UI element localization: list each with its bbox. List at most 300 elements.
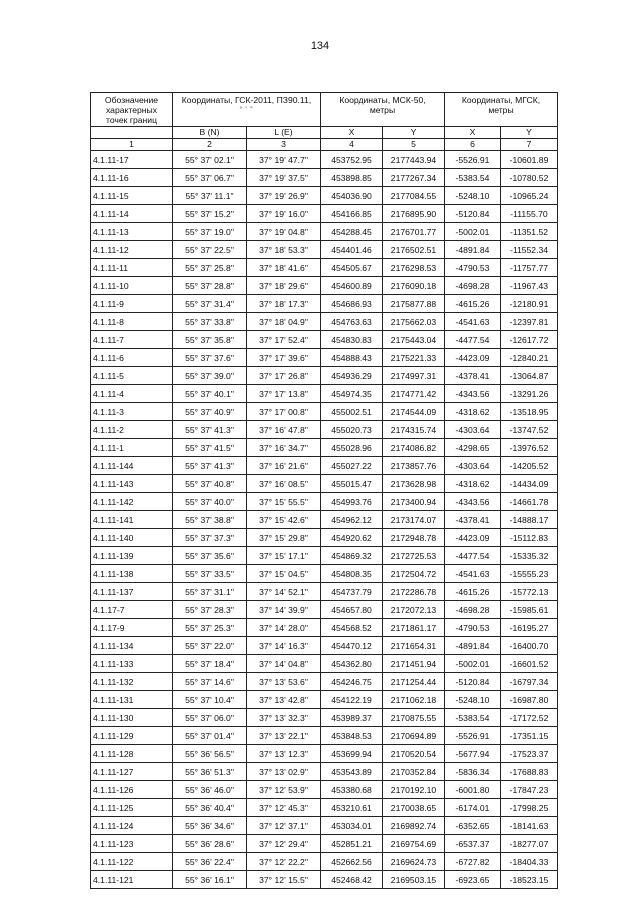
table-row	[91, 871, 558, 889]
table-row	[91, 619, 558, 637]
mgsk-y-cell: -10780.52	[501, 169, 558, 187]
msk-y-cell: 2173174.07	[383, 511, 445, 529]
point-id: 4.1.11-124	[91, 817, 173, 835]
longitude-cell: 37° 12' 15.5"	[247, 871, 321, 889]
latitude-cell: 55° 37' 40.8"	[173, 475, 247, 493]
msk-y-cell: 2174544.09	[383, 403, 445, 421]
mgsk-x-cell: -6001.80	[445, 781, 501, 799]
mgsk-y-cell: -18277.07	[501, 835, 558, 853]
header-msk-title: Координаты, МСК-50,	[339, 95, 426, 105]
point-id: 4.1.11-144	[91, 457, 173, 475]
longitude-cell: 37° 12' 22.2"	[247, 853, 321, 871]
longitude-cell: 37° 18' 17.3"	[247, 295, 321, 313]
longitude-cell: 37° 14' 04.8"	[247, 655, 321, 673]
mgsk-x-cell: -4615.26	[445, 295, 501, 313]
mgsk-y-cell: -18141.63	[501, 817, 558, 835]
column-number: 5	[383, 139, 445, 151]
mgsk-x-cell: -5248.10	[445, 187, 501, 205]
mgsk-y-cell: -16987.80	[501, 691, 558, 709]
longitude-cell: 37° 15' 29.8"	[247, 529, 321, 547]
mgsk-y-cell: -16400.70	[501, 637, 558, 655]
header-point-line-3: точек границ	[106, 115, 157, 125]
latitude-cell: 55° 37' 39.0"	[173, 367, 247, 385]
mgsk-x-cell: -5248.10	[445, 691, 501, 709]
mgsk-x-cell: -4541.63	[445, 313, 501, 331]
table-row	[91, 799, 558, 817]
longitude-cell: 37° 12' 53.9"	[247, 781, 321, 799]
table-row	[91, 763, 558, 781]
latitude-cell: 55° 37' 38.8"	[173, 511, 247, 529]
longitude-cell: 37° 19' 37.5"	[247, 169, 321, 187]
mgsk-x-cell: -4318.62	[445, 403, 501, 421]
point-id: 4.1.11-3	[91, 403, 173, 421]
msk-y-cell: 2176502.51	[383, 241, 445, 259]
mgsk-x-cell: -4698.28	[445, 601, 501, 619]
table-row	[91, 583, 558, 601]
msk-x-cell: 454657.80	[321, 601, 383, 619]
mgsk-y-cell: -16195.27	[501, 619, 558, 637]
point-id: 4.1.11-141	[91, 511, 173, 529]
mgsk-x-cell: -4891.84	[445, 637, 501, 655]
mgsk-y-cell: -15985.61	[501, 601, 558, 619]
mgsk-x-cell: -4698.28	[445, 277, 501, 295]
latitude-cell: 55° 37' 41.5"	[173, 439, 247, 457]
msk-x-cell: 452851.21	[321, 835, 383, 853]
msk-y-cell: 2174771.42	[383, 385, 445, 403]
header-point-designation	[91, 93, 173, 127]
table-row	[91, 835, 558, 853]
latitude-cell: 55° 37' 37.6"	[173, 349, 247, 367]
mgsk-x-cell: -4378.41	[445, 367, 501, 385]
table-row	[91, 475, 558, 493]
longitude-cell: 37° 16' 47.8"	[247, 421, 321, 439]
mgsk-x-cell: -6727.82	[445, 853, 501, 871]
point-id: 4.1.11-128	[91, 745, 173, 763]
mgsk-y-cell: -11155.70	[501, 205, 558, 223]
mgsk-x-cell: -4790.53	[445, 259, 501, 277]
msk-y-cell: 2172504.72	[383, 565, 445, 583]
point-id: 4.1.11-2	[91, 421, 173, 439]
mgsk-x-cell: -4891.84	[445, 241, 501, 259]
msk-y-cell: 2169892.74	[383, 817, 445, 835]
latitude-cell: 55° 37' 31.1"	[173, 583, 247, 601]
table-row	[91, 493, 558, 511]
mgsk-x-cell: -6352.65	[445, 817, 501, 835]
latitude-cell: 55° 36' 22.4"	[173, 853, 247, 871]
header-msk-coordinates	[321, 93, 445, 127]
table-row	[91, 817, 558, 835]
column-number: 6	[445, 139, 501, 151]
mgsk-x-cell: -5120.84	[445, 673, 501, 691]
mgsk-x-cell: -5383.54	[445, 709, 501, 727]
longitude-cell: 37° 14' 28.0"	[247, 619, 321, 637]
msk-x-cell: 454993.76	[321, 493, 383, 511]
header-latitude: B (N)	[173, 127, 247, 139]
point-id: 4.1.11-126	[91, 781, 173, 799]
msk-y-cell: 2171861.17	[383, 619, 445, 637]
point-id: 4.1.11-125	[91, 799, 173, 817]
mgsk-x-cell: -5677.94	[445, 745, 501, 763]
msk-x-cell: 454600.89	[321, 277, 383, 295]
mgsk-y-cell: -17688.83	[501, 763, 558, 781]
msk-x-cell: 454974.35	[321, 385, 383, 403]
mgsk-y-cell: -11757.77	[501, 259, 558, 277]
point-id: 4.1.11-123	[91, 835, 173, 853]
latitude-cell: 55° 37' 28.8"	[173, 277, 247, 295]
mgsk-y-cell: -15555.23	[501, 565, 558, 583]
latitude-cell: 55° 37' 41.3"	[173, 457, 247, 475]
latitude-cell: 55° 37' 35.8"	[173, 331, 247, 349]
mgsk-x-cell: -4378.41	[445, 511, 501, 529]
longitude-cell: 37° 15' 04.5"	[247, 565, 321, 583]
latitude-cell: 55° 37' 06.0"	[173, 709, 247, 727]
msk-x-cell: 454505.67	[321, 259, 383, 277]
msk-x-cell: 455028.96	[321, 439, 383, 457]
msk-y-cell: 2172286.78	[383, 583, 445, 601]
mgsk-y-cell: -17847.23	[501, 781, 558, 799]
longitude-cell: 37° 19' 16.0"	[247, 205, 321, 223]
header-msk-x: X	[321, 127, 383, 139]
longitude-cell: 37° 13' 42.8"	[247, 691, 321, 709]
point-id: 4.1.11-17	[91, 151, 173, 169]
latitude-cell: 55° 37' 25.8"	[173, 259, 247, 277]
msk-y-cell: 2175221.33	[383, 349, 445, 367]
latitude-cell: 55° 37' 19.0"	[173, 223, 247, 241]
msk-x-cell: 453034.01	[321, 817, 383, 835]
msk-x-cell: 455027.22	[321, 457, 383, 475]
msk-x-cell: 453699.94	[321, 745, 383, 763]
msk-x-cell: 454246.75	[321, 673, 383, 691]
mgsk-y-cell: -14888.17	[501, 511, 558, 529]
latitude-cell: 55° 37' 02.1"	[173, 151, 247, 169]
mgsk-y-cell: -17172.52	[501, 709, 558, 727]
table-row	[91, 745, 558, 763]
mgsk-x-cell: -4615.26	[445, 583, 501, 601]
msk-x-cell: 452662.56	[321, 853, 383, 871]
table-row	[91, 781, 558, 799]
mgsk-x-cell: -6923.65	[445, 871, 501, 889]
mgsk-y-cell: -18523.15	[501, 871, 558, 889]
msk-y-cell: 2174997.31	[383, 367, 445, 385]
point-id: 4.1.11-137	[91, 583, 173, 601]
mgsk-x-cell: -6537.37	[445, 835, 501, 853]
column-number: 3	[247, 139, 321, 151]
latitude-cell: 55° 37' 28.3"	[173, 601, 247, 619]
mgsk-y-cell: -11351.52	[501, 223, 558, 241]
page-number: 134	[310, 40, 330, 52]
point-id: 4.1.11-13	[91, 223, 173, 241]
header-gsk-title: Координаты, ГСК-2011, ПЗ90.11,	[181, 95, 312, 105]
longitude-cell: 37° 12' 37.1"	[247, 817, 321, 835]
mgsk-x-cell: -4477.54	[445, 331, 501, 349]
mgsk-y-cell: -12617.72	[501, 331, 558, 349]
longitude-cell: 37° 17' 52.4"	[247, 331, 321, 349]
point-id: 4.1.11-6	[91, 349, 173, 367]
msk-x-cell: 454888.43	[321, 349, 383, 367]
table-row	[91, 223, 558, 241]
msk-x-cell: 453210.61	[321, 799, 383, 817]
msk-x-cell: 454122.19	[321, 691, 383, 709]
longitude-cell: 37° 15' 17.1"	[247, 547, 321, 565]
point-id: 4.1.11-14	[91, 205, 173, 223]
table-row	[91, 403, 558, 421]
longitude-cell: 37° 18' 41.6"	[247, 259, 321, 277]
point-id: 4.1.11-133	[91, 655, 173, 673]
longitude-cell: 37° 17' 00.8"	[247, 403, 321, 421]
longitude-cell: 37° 16' 21.6"	[247, 457, 321, 475]
table-row	[91, 457, 558, 475]
longitude-cell: 37° 12' 29.4"	[247, 835, 321, 853]
point-id: 4.1.11-121	[91, 871, 173, 889]
header-mgsk-title: Координаты, МГСК,	[461, 95, 541, 105]
mgsk-x-cell: -5120.84	[445, 205, 501, 223]
point-id: 4.1.11-134	[91, 637, 173, 655]
msk-x-cell: 455020.73	[321, 421, 383, 439]
msk-y-cell: 2170192.10	[383, 781, 445, 799]
point-id: 4.1.11-8	[91, 313, 173, 331]
longitude-cell: 37° 17' 13.8"	[247, 385, 321, 403]
table-body	[91, 151, 558, 889]
point-id: 4.1.11-122	[91, 853, 173, 871]
mgsk-x-cell: -4541.63	[445, 565, 501, 583]
msk-x-cell: 454288.45	[321, 223, 383, 241]
latitude-cell: 55° 36' 34.6"	[173, 817, 247, 835]
msk-y-cell: 2176895.90	[383, 205, 445, 223]
latitude-cell: 55° 36' 51.3"	[173, 763, 247, 781]
msk-x-cell: 454962.12	[321, 511, 383, 529]
longitude-cell: 37° 19' 26.9"	[247, 187, 321, 205]
msk-x-cell: 454166.85	[321, 205, 383, 223]
header-msk-y: Y	[383, 127, 445, 139]
header-gsk-units: ° ' "	[239, 107, 254, 113]
point-id: 4.1.17-9	[91, 619, 173, 637]
longitude-cell: 37° 13' 53.6"	[247, 673, 321, 691]
table-row	[91, 313, 558, 331]
mgsk-x-cell: -4303.64	[445, 421, 501, 439]
msk-x-cell: 454362.80	[321, 655, 383, 673]
mgsk-y-cell: -12397.81	[501, 313, 558, 331]
mgsk-x-cell: -5002.01	[445, 655, 501, 673]
table-row	[91, 295, 558, 313]
msk-x-cell: 453380.68	[321, 781, 383, 799]
mgsk-x-cell: -4477.54	[445, 547, 501, 565]
mgsk-y-cell: -13064.87	[501, 367, 558, 385]
longitude-cell: 37° 13' 12.3"	[247, 745, 321, 763]
latitude-cell: 55° 37' 18.4"	[173, 655, 247, 673]
mgsk-y-cell: -17523.37	[501, 745, 558, 763]
header-point-line-1: Обозначение	[104, 95, 159, 105]
latitude-cell: 55° 37' 06.7"	[173, 169, 247, 187]
mgsk-y-cell: -10601.89	[501, 151, 558, 169]
mgsk-y-cell: -15335.32	[501, 547, 558, 565]
latitude-cell: 55° 37' 11.1"	[173, 187, 247, 205]
latitude-cell: 55° 36' 28.6"	[173, 835, 247, 853]
msk-x-cell: 453848.53	[321, 727, 383, 745]
point-id: 4.1.11-139	[91, 547, 173, 565]
point-id: 4.1.11-143	[91, 475, 173, 493]
header-msk-units: метры	[369, 105, 396, 115]
latitude-cell: 55° 36' 16.1"	[173, 871, 247, 889]
header-mgsk-x: X	[445, 127, 501, 139]
mgsk-y-cell: -12840.21	[501, 349, 558, 367]
point-id: 4.1.11-1	[91, 439, 173, 457]
longitude-cell: 37° 17' 26.8"	[247, 367, 321, 385]
mgsk-y-cell: -13747.52	[501, 421, 558, 439]
point-id: 4.1.11-142	[91, 493, 173, 511]
mgsk-y-cell: -13291.26	[501, 385, 558, 403]
latitude-cell: 55° 37' 10.4"	[173, 691, 247, 709]
latitude-cell: 55° 36' 40.4"	[173, 799, 247, 817]
msk-y-cell: 2175877.88	[383, 295, 445, 313]
longitude-cell: 37° 14' 39.9"	[247, 601, 321, 619]
longitude-cell: 37° 12' 45.3"	[247, 799, 321, 817]
msk-y-cell: 2169624.73	[383, 853, 445, 871]
latitude-cell: 55° 37' 25.3"	[173, 619, 247, 637]
msk-x-cell: 453543.89	[321, 763, 383, 781]
table-header	[91, 93, 558, 151]
msk-x-cell: 454936.29	[321, 367, 383, 385]
longitude-cell: 37° 16' 34.7"	[247, 439, 321, 457]
point-id: 4.1.11-130	[91, 709, 173, 727]
msk-x-cell: 452468.42	[321, 871, 383, 889]
msk-x-cell: 454808.35	[321, 565, 383, 583]
msk-x-cell: 454920.62	[321, 529, 383, 547]
msk-x-cell: 453989.37	[321, 709, 383, 727]
msk-y-cell: 2176298.53	[383, 259, 445, 277]
msk-y-cell: 2176090.18	[383, 277, 445, 295]
longitude-cell: 37° 18' 29.6"	[247, 277, 321, 295]
msk-x-cell: 454036.90	[321, 187, 383, 205]
msk-y-cell: 2169754.69	[383, 835, 445, 853]
msk-y-cell: 2171451.94	[383, 655, 445, 673]
point-id: 4.1.11-4	[91, 385, 173, 403]
table-row	[91, 259, 558, 277]
mgsk-y-cell: -14434.09	[501, 475, 558, 493]
mgsk-y-cell: -13518.95	[501, 403, 558, 421]
table-row	[91, 367, 558, 385]
mgsk-y-cell: -15112.83	[501, 529, 558, 547]
point-id: 4.1.17-7	[91, 601, 173, 619]
msk-y-cell: 2170875.55	[383, 709, 445, 727]
table-row	[91, 853, 558, 871]
point-id: 4.1.11-7	[91, 331, 173, 349]
msk-y-cell: 2173628.98	[383, 475, 445, 493]
header-mgsk-units: метры	[488, 105, 514, 115]
mgsk-y-cell: -18404.33	[501, 853, 558, 871]
latitude-cell: 55° 37' 22.0"	[173, 637, 247, 655]
longitude-cell: 37° 14' 52.1"	[247, 583, 321, 601]
column-number: 2	[173, 139, 247, 151]
header-mgsk-coordinates	[445, 93, 558, 127]
msk-x-cell: 453752.95	[321, 151, 383, 169]
msk-x-cell: 454686.93	[321, 295, 383, 313]
longitude-cell: 37° 16' 08.5"	[247, 475, 321, 493]
point-id: 4.1.11-9	[91, 295, 173, 313]
longitude-cell: 37° 18' 53.3"	[247, 241, 321, 259]
table-row	[91, 385, 558, 403]
table-row	[91, 241, 558, 259]
msk-x-cell: 454568.52	[321, 619, 383, 637]
point-id: 4.1.11-5	[91, 367, 173, 385]
mgsk-y-cell: -11552.34	[501, 241, 558, 259]
mgsk-x-cell: -5836.34	[445, 763, 501, 781]
point-id: 4.1.11-131	[91, 691, 173, 709]
latitude-cell: 55° 37' 40.1"	[173, 385, 247, 403]
latitude-cell: 55° 37' 31.4"	[173, 295, 247, 313]
point-id: 4.1.11-132	[91, 673, 173, 691]
mgsk-y-cell: -16797.34	[501, 673, 558, 691]
mgsk-y-cell: -12180.91	[501, 295, 558, 313]
mgsk-y-cell: -13976.52	[501, 439, 558, 457]
column-number: 1	[91, 139, 173, 151]
column-number: 4	[321, 139, 383, 151]
msk-y-cell: 2172725.53	[383, 547, 445, 565]
table-row	[91, 727, 558, 745]
latitude-cell: 55° 37' 33.8"	[173, 313, 247, 331]
longitude-cell: 37° 19' 47.7"	[247, 151, 321, 169]
longitude-cell: 37° 15' 55.5"	[247, 493, 321, 511]
msk-y-cell: 2170352.84	[383, 763, 445, 781]
table-row	[91, 169, 558, 187]
table-row	[91, 601, 558, 619]
table-row	[91, 187, 558, 205]
msk-y-cell: 2169503.15	[383, 871, 445, 889]
msk-x-cell: 454869.32	[321, 547, 383, 565]
point-id: 4.1.11-15	[91, 187, 173, 205]
msk-y-cell: 2173857.76	[383, 457, 445, 475]
table-row	[91, 277, 558, 295]
point-id: 4.1.11-16	[91, 169, 173, 187]
longitude-cell: 37° 19' 04.8"	[247, 223, 321, 241]
mgsk-x-cell: -4318.62	[445, 475, 501, 493]
mgsk-x-cell: -5002.01	[445, 223, 501, 241]
msk-y-cell: 2170694.89	[383, 727, 445, 745]
msk-y-cell: 2177267.34	[383, 169, 445, 187]
mgsk-x-cell: -4343.56	[445, 385, 501, 403]
mgsk-x-cell: -4303.64	[445, 457, 501, 475]
mgsk-y-cell: -17998.25	[501, 799, 558, 817]
msk-y-cell: 2175662.03	[383, 313, 445, 331]
header-gsk-coordinates	[173, 93, 321, 127]
longitude-cell: 37° 13' 22.1"	[247, 727, 321, 745]
msk-y-cell: 2171254.44	[383, 673, 445, 691]
table-row	[91, 349, 558, 367]
msk-x-cell: 455015.47	[321, 475, 383, 493]
mgsk-y-cell: -10965.24	[501, 187, 558, 205]
latitude-cell: 55° 36' 46.0"	[173, 781, 247, 799]
msk-y-cell: 2174315.74	[383, 421, 445, 439]
msk-y-cell: 2177443.94	[383, 151, 445, 169]
table-row	[91, 691, 558, 709]
longitude-cell: 37° 14' 16.3"	[247, 637, 321, 655]
table-row	[91, 655, 558, 673]
table-row	[91, 439, 558, 457]
latitude-cell: 55° 36' 56.5"	[173, 745, 247, 763]
longitude-cell: 37° 15' 42.6"	[247, 511, 321, 529]
header-point-continued	[91, 127, 173, 139]
latitude-cell: 55° 37' 40.9"	[173, 403, 247, 421]
table-row	[91, 205, 558, 223]
mgsk-y-cell: -14661.78	[501, 493, 558, 511]
msk-y-cell: 2176701.77	[383, 223, 445, 241]
msk-x-cell: 455002.51	[321, 403, 383, 421]
latitude-cell: 55° 37' 15.2"	[173, 205, 247, 223]
latitude-cell: 55° 37' 37.3"	[173, 529, 247, 547]
mgsk-x-cell: -4423.09	[445, 349, 501, 367]
longitude-cell: 37° 17' 39.6"	[247, 349, 321, 367]
mgsk-y-cell: -11967.43	[501, 277, 558, 295]
msk-x-cell: 453898.85	[321, 169, 383, 187]
